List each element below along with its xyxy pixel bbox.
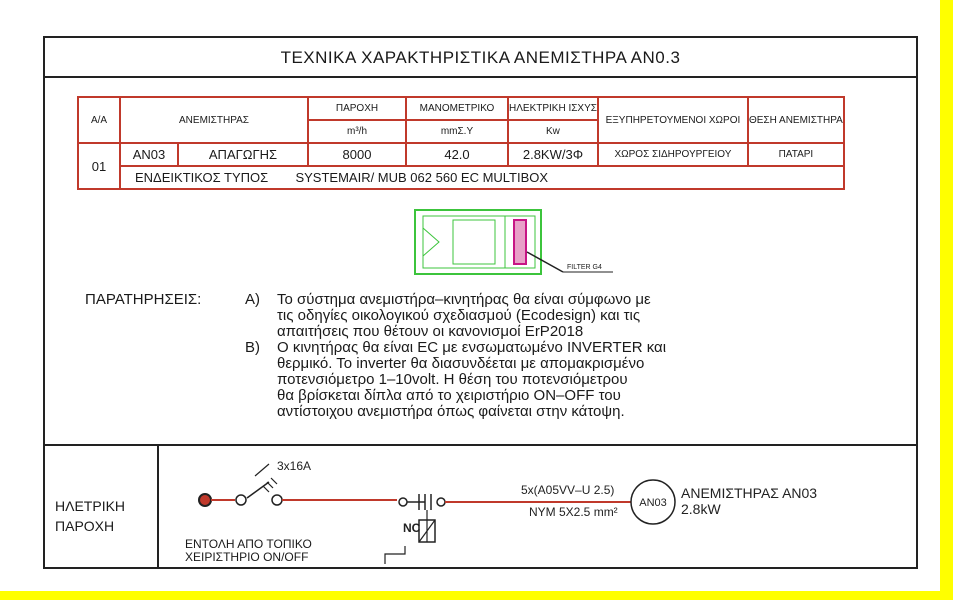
contactor-label: NC (403, 521, 421, 535)
header-fan: ΑΝΕΜΙΣΤΗΡΑΣ (120, 97, 308, 143)
control-label (185, 538, 312, 564)
fan-wheel (453, 220, 495, 264)
header-pressure: ΜΑΝΟΜΕΤΡΙΚΟ (406, 97, 508, 120)
breaker-contact-1 (236, 495, 246, 505)
power-label-line: ΗΛΕΤΡΙΚΗ (55, 498, 126, 514)
drawing-sheet (43, 36, 918, 569)
row-type: ΑΠΑΓΩΓΗΣ (178, 143, 308, 166)
remark-a-line: τις οδηγίες οικολογικού σχεδιασμού (Ecodesign) και τις (277, 307, 641, 324)
control-label-line: ΧΕΙΡΙΣΤΗΡΙΟ ON/OFF (185, 550, 309, 564)
row-code: ΑΝ03 (120, 143, 178, 166)
remark-a-line: Το σύστημα ανεμιστήρα–κινητήρας θα είναι σύμφωνο με (277, 291, 651, 308)
row-served: ΧΩΡΟΣ ΣΙΔΗΡΟΥΡΓΕΙΟΥ (598, 143, 748, 166)
power-label (55, 496, 125, 536)
remark-a-line: απαιτήσεις που θέτουν οι κανονισμοί ErP2018 (277, 323, 584, 340)
sheet-title: ΤΕΧΝΙΚΑ ΧΑΡΑΚΤΗΡΙΣΤΙΚΑ ΑΝΕΜΙΣΤΗΡΑ ΑΝ0.3 (280, 48, 681, 67)
remark-b-line: θα βρίσκεται δίπλα από το χειριστήριο ON–OFF του (277, 387, 621, 404)
contactor-contact-2 (437, 498, 445, 506)
header-power: ΗΛΕΚΤΡΙΚΗ ΙΣΧΥΣ (508, 97, 598, 120)
title-row (45, 38, 916, 78)
row-pressure: 42.0 (406, 143, 508, 166)
fan-name: ΑΝΕΜΙΣΤΗΡΑΣ ΑΝ03 (681, 485, 818, 501)
remark-b-line: θερμικό. Το inverter θα διασυνδέεται με απομακρισμένο (277, 355, 645, 372)
contactor-contact-1 (399, 498, 407, 506)
cable-spec-1: 5x(A05VV–U 2.5) (521, 483, 615, 497)
row-indicative (120, 166, 844, 189)
fan-inlet-shape (423, 228, 439, 256)
row-aa: 01 (78, 143, 120, 189)
breaker-contact-2 (272, 495, 282, 505)
breaker-blade (247, 482, 269, 498)
remark-b (277, 340, 877, 420)
spec-table (77, 96, 845, 190)
remarks-heading: ΠΑΡΑΤΗΡΗΣΕΙΣ: (85, 291, 202, 308)
remark-a (277, 292, 877, 340)
filter-label: FILTER G4 (567, 264, 602, 271)
remark-b-label: B) (245, 339, 260, 356)
remark-b-line: αντίστοιχου ανεμιστήρα όπως φαίνεται στην κάτοψη. (277, 403, 625, 420)
power-label-line: ΠΑΡΟΧΗ (55, 518, 115, 534)
supply-terminal (199, 494, 211, 506)
row-flow: 8000 (308, 143, 406, 166)
breaker-arrow (255, 464, 269, 476)
header-served: ΕΞΥΠΗΡΕΤΟΥΜΕΝΟΙ ΧΩΡΟΙ (598, 97, 748, 143)
cable-spec-2: NYM 5X2.5 mm² (529, 505, 618, 519)
header-power-unit: Kw (508, 120, 598, 143)
indicative-value: SYSTEMAIR/ MUB 062 560 EC MULTIBOX (295, 170, 549, 185)
fan-power: 2.8kW (681, 501, 721, 517)
header-pressure-unit: mmΣ.Υ (406, 120, 508, 143)
header-position: ΘΕΣΗ ΑΝΕΜΙΣΤΗΡΑ (748, 97, 844, 143)
header-flow: ΠΑΡΟΧΗ (308, 97, 406, 120)
remark-b-line: ποτενσιόμετρο 1–10volt. Η θέση του ποτενσιόμετρου (277, 371, 628, 388)
unit-drawing (405, 206, 665, 286)
fan-tag: AN03 (639, 497, 667, 509)
header-aa: Α/Α (78, 97, 120, 143)
row-power: 2.8KW/3Φ (508, 143, 598, 166)
row-position: ΠΑΤΑΡΙ (748, 143, 844, 166)
filter-g4 (514, 220, 526, 264)
remark-b-line: Ο κινητήρας θα είναι EC με ενσωματωμένο INVERTER και (277, 339, 667, 356)
yellow-border-right (940, 0, 953, 600)
remark-a-label: A) (245, 291, 260, 308)
breaker-rating: 3x16A (277, 459, 312, 473)
control-label-line: ΕΝΤΟΛΗ ΑΠΟ ΤΟΠΙΚΟ (185, 537, 312, 551)
control-wire (385, 546, 405, 564)
indicative-label: ΕΝΔΕΙΚΤΙΚΟΣ ΤΥΠΟΣ (135, 170, 269, 185)
filter-leader (527, 252, 563, 272)
yellow-border-bottom (0, 591, 953, 600)
fan-section (423, 216, 505, 268)
header-flow-unit: m³/h (308, 120, 406, 143)
